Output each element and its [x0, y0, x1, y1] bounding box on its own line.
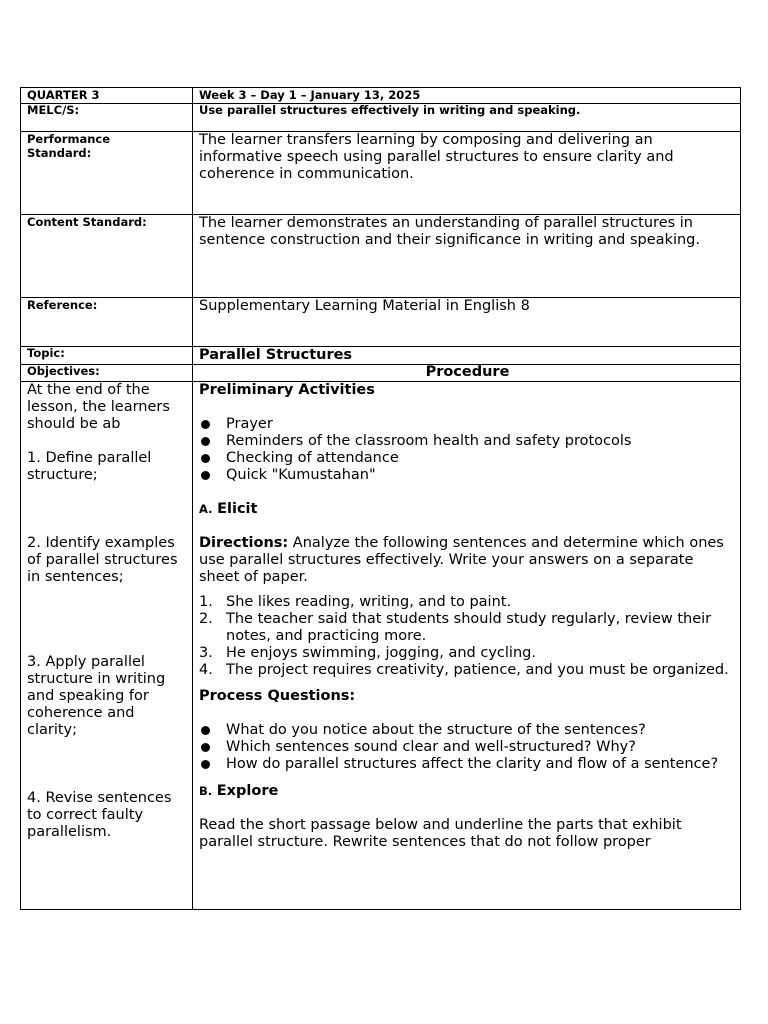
column-divider — [192, 88, 193, 909]
performance-standard-label — [27, 132, 187, 160]
lesson-plan-table — [20, 87, 741, 910]
week-day-value: Week 3 – Day 1 – January 13, 2025 — [199, 88, 421, 102]
list-item: Prayer — [199, 416, 735, 433]
topic-label: Topic: — [27, 346, 65, 360]
content-standard-value: The learner demonstrates an understanding of parallel structures in sentence construction and their significance in writing and speaking. — [199, 215, 700, 248]
directions-text: Analyze the following sentences and determine which ones use parallel structures effectively. Write your answers on a separate sheet of paper. — [199, 535, 724, 585]
objective-item-3: 3. Apply parallel structure in writing and speaking for coherence and clarity; — [27, 654, 166, 738]
list-item: Checking of attendance — [199, 450, 735, 467]
elicit-sentence-list — [199, 594, 735, 679]
preliminary-activities-list — [199, 416, 735, 484]
list-item: Quick "Kumustahan" — [199, 467, 735, 484]
elicit-heading — [199, 501, 735, 518]
list-item: How do parallel structures affect the clarity and flow of a sentence? — [199, 756, 735, 773]
list-item-number: 1. — [199, 594, 213, 610]
process-questions-title: Process Questions: — [199, 688, 356, 704]
performance-standard-label-line2: Standard: — [27, 146, 92, 160]
directions-label: Directions: — [199, 535, 289, 551]
objective-item-2: 2. Identify examples of parallel structures in sentences; — [27, 535, 178, 585]
explore-title: Explore — [216, 783, 279, 799]
list-item — [199, 594, 735, 611]
melcs-label: MELC/S: — [27, 103, 80, 117]
list-item — [199, 645, 735, 662]
objective-item-1: 1. Define parallel structure; — [27, 450, 152, 483]
performance-standard-value: The learner transfers learning by composing and delivering an informative speech using parallel structures to ensure clarity and coherence in communication. — [199, 132, 674, 182]
objectives-intro: At the end of the lesson, the learners should be ab — [27, 382, 170, 432]
quarter-label: QUARTER 3 — [27, 88, 100, 102]
explore-heading — [199, 783, 735, 800]
explore-text: Read the short passage below and underline the parts that exhibit parallel structure. Rewrite sentences that do not follow proper — [199, 817, 682, 850]
procedure-heading: Procedure — [425, 364, 510, 380]
elicit-letter: A. — [199, 502, 213, 516]
topic-value: Parallel Structures — [199, 347, 353, 363]
elicit-directions — [199, 535, 735, 586]
list-item-number: 4. — [199, 662, 213, 678]
list-item-text: The teacher said that students should study regularly, review their notes, and practicing more. — [226, 611, 712, 644]
melcs-value: Use parallel structures effectively in writing and speaking. — [199, 103, 581, 117]
list-item — [199, 662, 735, 679]
list-item-text: The project requires creativity, patience, and you must be organized. — [226, 662, 729, 678]
performance-standard-label-line1: Performance — [27, 132, 111, 146]
procedure-content — [199, 382, 735, 851]
list-item: Which sentences sound clear and well-structured? Why? — [199, 739, 735, 756]
list-item-text: He enjoys swimming, jogging, and cycling. — [226, 645, 536, 661]
list-item — [199, 611, 735, 645]
explore-letter: B. — [199, 784, 213, 798]
content-standard-label: Content Standard: — [27, 215, 147, 229]
list-item: What do you notice about the structure of the sentences? — [199, 722, 735, 739]
row-divider — [21, 346, 740, 347]
process-questions-list — [199, 722, 735, 773]
list-item: Reminders of the classroom health and safety protocols — [199, 433, 735, 450]
list-item-number: 3. — [199, 645, 213, 661]
elicit-title: Elicit — [217, 501, 258, 517]
list-item-number: 2. — [199, 611, 213, 627]
objectives-label: Objectives: — [27, 364, 100, 378]
objective-item-4: 4. Revise sentences to correct faulty parallelism. — [27, 790, 172, 840]
preliminary-activities-title: Preliminary Activities — [199, 382, 375, 398]
reference-label: Reference: — [27, 298, 98, 312]
list-item-text: She likes reading, writing, and to paint. — [226, 594, 512, 610]
reference-value: Supplementary Learning Material in English 8 — [199, 298, 530, 314]
